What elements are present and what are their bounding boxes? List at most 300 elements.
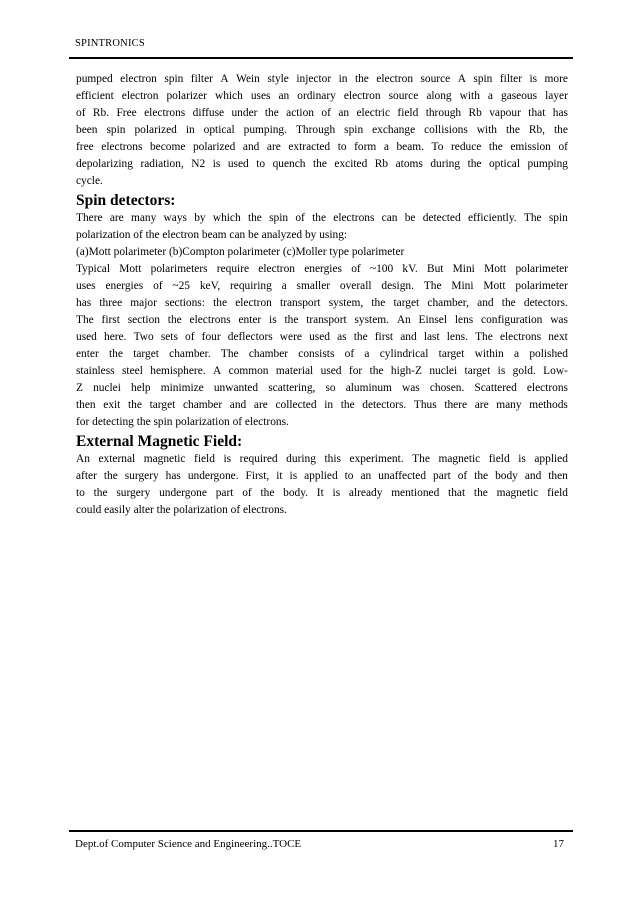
word: of xyxy=(153,280,163,292)
text-line: polarization of the electron beam can be analyzed by using: xyxy=(76,229,348,241)
word: magnetic xyxy=(143,453,186,465)
word: energies xyxy=(304,263,342,275)
word: surgery xyxy=(116,487,151,499)
word: spin xyxy=(548,212,568,224)
word: are xyxy=(253,399,268,411)
text-line xyxy=(76,312,568,329)
word: which xyxy=(214,90,243,102)
word: A xyxy=(220,73,229,85)
word: the xyxy=(467,158,482,170)
word: To xyxy=(431,141,444,153)
word: the xyxy=(247,212,262,224)
header-rule xyxy=(69,57,573,59)
text-line xyxy=(76,139,568,156)
text-line xyxy=(76,88,568,105)
word: Scattered xyxy=(474,382,517,394)
word: high-Z xyxy=(390,365,422,377)
word: energies xyxy=(105,280,144,292)
text-line xyxy=(76,397,568,414)
word: and xyxy=(400,331,417,343)
word: the xyxy=(340,399,355,411)
word: the xyxy=(213,297,228,309)
word: a xyxy=(383,141,389,153)
word: depolarizing xyxy=(76,158,133,170)
word: and xyxy=(242,141,260,153)
word: require xyxy=(216,263,250,275)
word: with xyxy=(476,124,498,136)
word: the xyxy=(473,487,488,499)
word: system. xyxy=(354,314,389,326)
word: The xyxy=(475,331,493,343)
text-line: could easily alter the polarization of electrons. xyxy=(76,504,287,516)
word: has xyxy=(165,470,181,482)
word: Free xyxy=(116,107,137,119)
word: An xyxy=(76,453,90,465)
word: target xyxy=(393,297,420,309)
word: is xyxy=(518,453,526,465)
word: the xyxy=(501,297,516,309)
word: is xyxy=(497,365,506,377)
word: a xyxy=(487,90,493,102)
word: which xyxy=(212,212,241,224)
word: of xyxy=(185,331,195,343)
word: along xyxy=(426,90,452,102)
word: to xyxy=(344,470,354,482)
word: the xyxy=(488,141,503,153)
word: experiment. xyxy=(349,453,404,465)
word: scattering, xyxy=(268,382,316,394)
word: of xyxy=(76,107,86,119)
word: Mini xyxy=(451,280,474,292)
word: the xyxy=(354,73,369,85)
word: electric xyxy=(356,107,390,119)
word: has xyxy=(552,107,568,119)
word: There xyxy=(76,212,103,224)
page-body xyxy=(76,71,568,519)
word: to xyxy=(256,158,266,170)
word: transport xyxy=(280,297,321,309)
word: The xyxy=(412,453,430,465)
word: collected xyxy=(275,399,317,411)
word: Thus xyxy=(413,399,437,411)
word: a xyxy=(364,348,370,360)
word: surgery xyxy=(124,470,159,482)
word: so xyxy=(325,382,336,394)
text-line xyxy=(76,329,568,346)
word: electrons xyxy=(526,382,568,394)
word: with xyxy=(459,90,480,102)
word: used xyxy=(76,331,97,343)
word: detectors. xyxy=(362,399,407,411)
word: ordinary xyxy=(297,90,336,102)
paragraph-spin-filter xyxy=(76,71,568,190)
word: nuclei xyxy=(429,365,458,377)
word: configuration xyxy=(481,314,543,326)
word: First, xyxy=(245,470,270,482)
word: nuclei xyxy=(93,382,121,394)
word: material xyxy=(275,365,314,377)
word: applied xyxy=(534,453,568,465)
word: design. xyxy=(381,280,414,292)
word: cylindrical xyxy=(379,348,429,360)
word: body xyxy=(495,470,518,482)
word: efficient xyxy=(76,90,114,102)
word: were xyxy=(279,331,302,343)
word: sets xyxy=(160,331,178,343)
word: polarimeter xyxy=(515,280,568,292)
text-line xyxy=(76,156,568,173)
word: source xyxy=(388,90,419,102)
word: is xyxy=(212,158,221,170)
word: that xyxy=(448,487,466,499)
word: electrons xyxy=(101,141,143,153)
word: chamber, xyxy=(427,297,469,309)
word: this xyxy=(324,453,341,465)
word: be xyxy=(404,212,416,224)
word: part xyxy=(433,470,451,482)
word: then xyxy=(76,399,96,411)
word: target xyxy=(149,399,176,411)
word: methods xyxy=(529,399,568,411)
section-heading-spin-detectors: Spin detectors: xyxy=(76,192,176,209)
text-line xyxy=(76,451,568,468)
page-number: 17 xyxy=(553,838,564,850)
word: has xyxy=(76,297,92,309)
paragraph-spin-detectors xyxy=(76,210,568,431)
word: detectors. xyxy=(523,297,568,309)
word: enter xyxy=(76,348,99,360)
word: an xyxy=(360,470,372,482)
word: filter xyxy=(190,73,213,85)
text-line xyxy=(76,210,568,227)
word: for xyxy=(348,365,363,377)
word: electrons xyxy=(189,314,231,326)
word: the xyxy=(109,348,123,360)
text-line xyxy=(76,363,568,380)
text-line: for detecting the spin polarization of electrons. xyxy=(76,416,289,428)
word: the xyxy=(264,107,279,119)
word: A xyxy=(213,365,222,377)
word: three xyxy=(99,297,123,309)
running-header: SPINTRONICS xyxy=(75,38,145,49)
word: requiring xyxy=(230,280,272,292)
text-line xyxy=(76,105,568,122)
word: polarized xyxy=(192,141,236,153)
word: four xyxy=(201,331,221,343)
word: used xyxy=(227,158,249,170)
word: The xyxy=(423,280,442,292)
word: pumping. xyxy=(243,124,287,136)
word: gold. xyxy=(512,365,536,377)
word: are xyxy=(109,212,124,224)
word: is xyxy=(332,487,341,499)
word: deflectors xyxy=(227,331,273,343)
word: Rb xyxy=(468,107,482,119)
word: lens xyxy=(454,314,474,326)
word: an xyxy=(278,90,290,102)
word: lens. xyxy=(446,331,468,343)
word: exit xyxy=(103,399,121,411)
word: Two xyxy=(133,331,154,343)
word: ~100 xyxy=(369,263,394,275)
word: and xyxy=(477,297,494,309)
word: to xyxy=(337,141,347,153)
word: ~25 xyxy=(172,280,190,292)
word: in xyxy=(338,73,348,85)
word: are xyxy=(266,141,281,153)
word: Mini xyxy=(452,263,475,275)
word: Rb. xyxy=(92,107,110,119)
word: chamber. xyxy=(169,348,211,360)
word: is xyxy=(289,470,298,482)
word: the xyxy=(167,314,182,326)
word: unwanted xyxy=(213,382,259,394)
text-line xyxy=(76,468,568,485)
word: An xyxy=(396,314,411,326)
word: required xyxy=(239,453,278,465)
word: the xyxy=(353,331,368,343)
word: source xyxy=(420,73,451,85)
footer-rule xyxy=(69,830,573,832)
word: ways xyxy=(163,212,187,224)
text-line xyxy=(76,485,568,502)
word: the xyxy=(312,212,327,224)
word: transport xyxy=(306,314,347,326)
word: reduce xyxy=(450,141,482,153)
word: atoms xyxy=(395,158,423,170)
word: the xyxy=(103,470,118,482)
word: a xyxy=(514,348,520,360)
text-line xyxy=(76,71,568,88)
word: many xyxy=(130,212,157,224)
word: unaffected xyxy=(378,470,427,482)
word: polarimeter xyxy=(515,263,568,275)
word: steel xyxy=(122,365,143,377)
text-line xyxy=(76,122,568,139)
word: the xyxy=(128,399,142,411)
word: there xyxy=(444,399,468,411)
word: in xyxy=(185,124,195,136)
word: as xyxy=(337,331,347,343)
word: used xyxy=(309,331,330,343)
text-line xyxy=(76,380,568,397)
word: N2 xyxy=(191,158,206,170)
word: hemisphere. xyxy=(150,365,206,377)
word: of xyxy=(457,470,468,482)
word: during xyxy=(286,453,316,465)
word: used xyxy=(320,365,342,377)
word: of xyxy=(295,212,305,224)
word: magnetic xyxy=(438,453,481,465)
word: the xyxy=(474,470,489,482)
word: style xyxy=(267,73,289,85)
word: spin xyxy=(269,212,289,224)
word: Rb xyxy=(374,158,389,170)
word: sections: xyxy=(165,297,205,309)
word: optical xyxy=(488,158,520,170)
word: and xyxy=(524,470,542,482)
word: magnetic xyxy=(496,487,539,499)
word: undergone xyxy=(159,487,207,499)
word: emission xyxy=(510,141,551,153)
word: Mott xyxy=(119,263,142,275)
word: uses xyxy=(250,90,271,102)
word: after xyxy=(76,470,97,482)
word: system, xyxy=(328,297,364,309)
word: is xyxy=(223,453,232,465)
word: can xyxy=(381,212,398,224)
word: pumped xyxy=(76,73,113,85)
word: electrons xyxy=(144,107,186,119)
word: during xyxy=(430,158,461,170)
word: electron xyxy=(121,90,159,102)
word: Low- xyxy=(543,365,568,377)
word: of xyxy=(242,487,252,499)
word: many xyxy=(496,399,522,411)
word: undergone. xyxy=(187,470,239,482)
text-line: cycle. xyxy=(76,175,103,187)
word: polarized xyxy=(134,124,177,136)
word: applied xyxy=(304,470,338,482)
word: of xyxy=(351,263,361,275)
word: field xyxy=(488,453,510,465)
word: enter xyxy=(238,314,262,326)
word: target xyxy=(438,348,465,360)
word: more xyxy=(544,73,568,85)
word: form xyxy=(354,141,377,153)
word: A xyxy=(457,73,466,85)
text-line xyxy=(76,278,568,295)
word: body. xyxy=(283,487,309,499)
word: exchange xyxy=(372,124,416,136)
word: excited xyxy=(334,158,368,170)
word: chamber xyxy=(248,348,289,360)
word: spin xyxy=(164,73,184,85)
word: field xyxy=(547,487,568,499)
word: Wein xyxy=(236,73,260,85)
word: common xyxy=(228,365,269,377)
word: electron xyxy=(235,297,272,309)
word: target xyxy=(464,365,491,377)
word: Einsel xyxy=(418,314,448,326)
word: it xyxy=(276,470,283,482)
word: field xyxy=(194,453,215,465)
word: stainless xyxy=(76,365,115,377)
word: a xyxy=(281,280,287,292)
word: the xyxy=(284,314,299,326)
word: The xyxy=(76,314,94,326)
word: uses xyxy=(76,280,96,292)
word: then xyxy=(548,470,568,482)
word: an xyxy=(338,107,350,119)
word: was xyxy=(550,314,568,326)
word: kV. xyxy=(402,263,418,275)
word: layer xyxy=(545,90,568,102)
word: the xyxy=(369,365,384,377)
word: electrons xyxy=(499,331,542,343)
word: within xyxy=(474,348,504,360)
word: free xyxy=(76,141,94,153)
word: through xyxy=(425,107,462,119)
word: help xyxy=(131,382,151,394)
word: detected xyxy=(422,212,461,224)
word: The xyxy=(523,212,542,224)
word: chosen. xyxy=(429,382,465,394)
word: spin xyxy=(106,124,126,136)
word: was xyxy=(402,382,420,394)
word: field xyxy=(397,107,419,119)
word: is xyxy=(269,314,277,326)
word: radiation, xyxy=(140,158,184,170)
word: vapour xyxy=(489,107,521,119)
word: is xyxy=(529,73,538,85)
word: electron xyxy=(376,73,414,85)
word: collisions xyxy=(424,124,468,136)
word: the xyxy=(260,487,275,499)
word: But xyxy=(426,263,444,275)
word: beam. xyxy=(396,141,424,153)
word: Z xyxy=(76,382,83,394)
word: the xyxy=(312,158,327,170)
word: become xyxy=(149,141,186,153)
word: first xyxy=(374,331,394,343)
word: that xyxy=(528,107,546,119)
word: Typical xyxy=(76,263,110,275)
word: action xyxy=(286,107,314,119)
word: electrons xyxy=(333,212,375,224)
section-heading-external-magnetic-field: External Magnetic Field: xyxy=(76,433,243,450)
word: injector xyxy=(296,73,332,85)
word: mentioned xyxy=(391,487,440,499)
text-line: (a)Mott polarimeter (b)Compton polarimeter (c)Moller type polarimeter xyxy=(76,246,405,258)
word: been xyxy=(76,124,98,136)
word: optical xyxy=(203,124,235,136)
word: The xyxy=(220,348,239,360)
word: electron xyxy=(258,263,295,275)
word: major xyxy=(130,297,157,309)
word: polarimeters xyxy=(150,263,208,275)
word: pumping xyxy=(527,158,568,170)
word: external xyxy=(98,453,136,465)
word: the xyxy=(505,124,520,136)
word: spin xyxy=(344,124,364,136)
word: electron xyxy=(120,73,157,85)
paragraph-magnetic-field xyxy=(76,451,568,519)
word: Mott xyxy=(483,280,506,292)
word: the xyxy=(93,487,108,499)
word: and xyxy=(229,399,247,411)
word: Through xyxy=(295,124,336,136)
word: quench xyxy=(272,158,306,170)
word: aluminum xyxy=(345,382,392,394)
word: minimize xyxy=(160,382,204,394)
word: It xyxy=(316,487,324,499)
word: here. xyxy=(104,331,127,343)
word: chamber xyxy=(182,399,223,411)
word: target xyxy=(133,348,159,360)
word: Mott xyxy=(484,263,507,275)
word: spin xyxy=(473,73,493,85)
word: overall xyxy=(339,280,372,292)
word: electron xyxy=(343,90,381,102)
word: by xyxy=(194,212,206,224)
word: of xyxy=(344,348,355,360)
word: under xyxy=(231,107,258,119)
word: of xyxy=(558,141,568,153)
word: are xyxy=(474,399,489,411)
word: the xyxy=(553,124,568,136)
word: filter xyxy=(499,73,522,85)
